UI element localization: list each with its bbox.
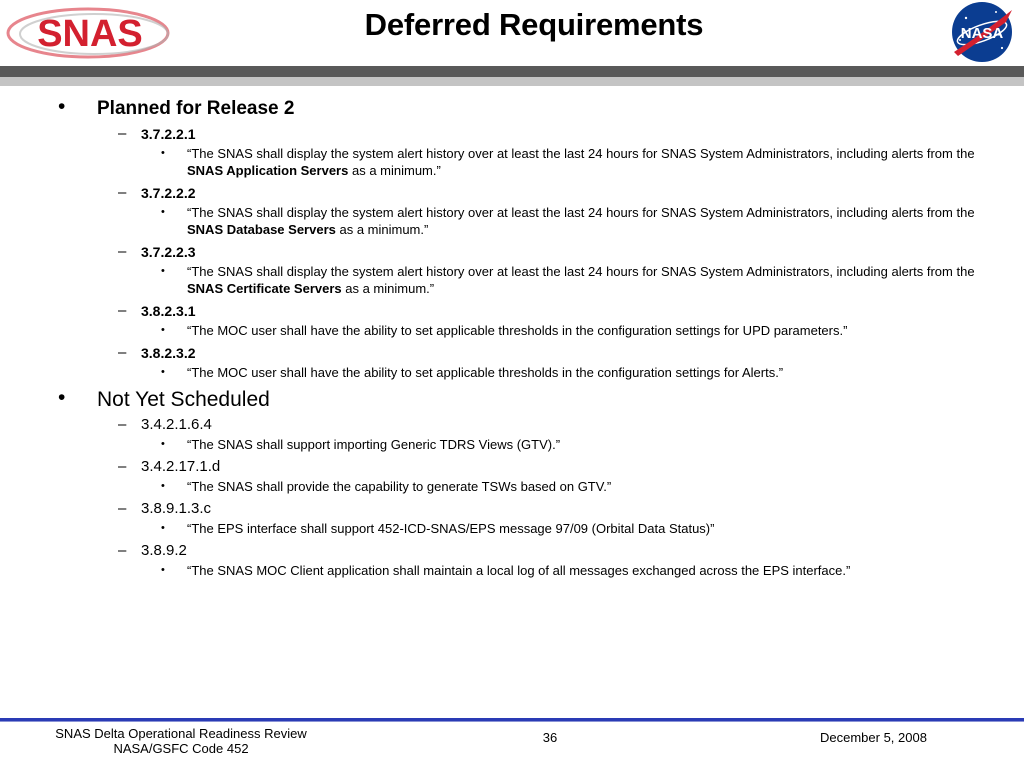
- requirement-id-row: [0, 456, 1024, 478]
- requirement-text: [187, 364, 997, 381]
- slide-content: [0, 93, 1024, 582]
- footer-date: December 5, 2008: [820, 730, 927, 745]
- requirement-id-row: [0, 241, 1024, 263]
- requirement-id: 3.8.9.1.3.c: [141, 500, 212, 517]
- requirement-text-part: as a minimum.”: [348, 163, 441, 178]
- bullet-glyph: •: [161, 564, 165, 576]
- bullet-glyph: •: [58, 95, 66, 118]
- bullet-glyph: •: [58, 386, 66, 409]
- requirement-text-emphasis: SNAS Application Servers: [187, 163, 349, 178]
- slide-header: [0, 0, 1024, 66]
- requirement-id-row: [0, 540, 1024, 562]
- requirement-text-part: “The SNAS MOC Client application shall maintain a local log of all messages exchanged across the EPS interface.”: [187, 563, 851, 578]
- requirement-text-part: “The EPS interface shall support 452-ICD-SNAS/EPS message 97/09 (Orbital Data Status)”: [187, 521, 715, 536]
- dash-glyph: –: [118, 344, 127, 361]
- header-band-light: [0, 77, 1024, 86]
- requirement-id-row: [0, 342, 1024, 364]
- page-number: 36: [542, 730, 558, 745]
- requirement-text: [187, 562, 997, 579]
- footer-org-code: NASA/GSFC Code 452: [113, 741, 249, 756]
- requirement-text: [187, 204, 997, 238]
- requirement-text-emphasis: SNAS Database Servers: [187, 222, 336, 237]
- footer-review-name: SNAS Delta Operational Readiness Review: [55, 726, 307, 741]
- requirement-id: 3.7.2.2.3: [141, 244, 196, 260]
- requirement-id-row: [0, 300, 1024, 322]
- requirement-id: 3.8.9.2: [141, 542, 187, 559]
- requirement-text-row: [0, 478, 1024, 498]
- dash-glyph: –: [118, 125, 127, 142]
- requirement-text: [187, 478, 997, 495]
- dash-glyph: –: [118, 302, 127, 319]
- nasa-logo-text: NASA: [960, 25, 1004, 42]
- requirement-text-part: “The MOC user shall have the ability to set applicable thresholds in the configuration settings for Alerts.”: [187, 365, 784, 380]
- bullet-glyph: •: [161, 522, 165, 534]
- header-band-dark: [0, 66, 1024, 77]
- requirement-text-part: “The SNAS shall display the system alert history over at least the last 24 hours for SNAS System Administrators, including alerts from the: [187, 146, 975, 161]
- requirement-id-row: [0, 123, 1024, 145]
- requirement-id: 3.7.2.2.2: [141, 185, 196, 201]
- requirement-text-part: as a minimum.”: [335, 222, 429, 237]
- requirement-text-row: [0, 562, 1024, 582]
- requirement-id: 3.7.2.2.1: [141, 126, 196, 142]
- requirement-text-part: as a minimum.”: [341, 281, 435, 296]
- requirement-id-row: [0, 182, 1024, 204]
- requirement-text-emphasis: SNAS Certificate Servers: [187, 281, 342, 296]
- requirement-text-row: [0, 204, 1024, 241]
- bullet-glyph: •: [161, 366, 165, 378]
- bullet-glyph: •: [161, 324, 165, 336]
- dash-glyph: –: [118, 184, 127, 201]
- requirement-text: [187, 263, 997, 297]
- requirement-text-part: “The SNAS shall support importing Generic TDRS Views (GTV).”: [187, 437, 561, 452]
- page-title: Deferred Requirements: [364, 7, 704, 42]
- dash-glyph: –: [118, 458, 127, 475]
- requirement-id: 3.4.2.17.1.d: [141, 458, 221, 475]
- snas-logo-text: SNAS: [37, 13, 143, 55]
- section-heading-row: [0, 386, 1024, 414]
- requirement-id-row: [0, 414, 1024, 436]
- requirement-text-part: “The SNAS shall provide the capability to generate TSWs based on GTV.”: [187, 479, 612, 494]
- footer-left: [36, 726, 326, 756]
- requirement-text: [187, 145, 997, 179]
- bullet-glyph: •: [161, 147, 165, 159]
- requirement-text-part: “The SNAS shall display the system alert history over at least the last 24 hours for SNAS System Administrators, including alerts from the: [187, 264, 975, 279]
- requirement-text-row: [0, 145, 1024, 182]
- requirement-text-row: [0, 520, 1024, 540]
- dash-glyph: –: [118, 542, 127, 559]
- requirement-text: [187, 436, 997, 453]
- requirement-text-row: [0, 322, 1024, 342]
- bullet-glyph: •: [161, 438, 165, 450]
- dash-glyph: –: [118, 243, 127, 260]
- bullet-glyph: •: [161, 265, 165, 277]
- requirement-text: [187, 520, 997, 537]
- requirement-id: 3.4.2.1.6.4: [141, 416, 212, 433]
- dash-glyph: –: [118, 500, 127, 517]
- nasa-logo: [946, 0, 1018, 64]
- requirement-text: [187, 322, 997, 339]
- dash-glyph: –: [118, 416, 127, 433]
- requirement-id: 3.8.2.3.2: [141, 345, 196, 361]
- requirement-text-part: “The SNAS shall display the system alert history over at least the last 24 hours for SNAS System Administrators, including alerts from the: [187, 205, 975, 220]
- footer-divider-shadow: [0, 721, 1024, 722]
- requirement-text-row: [0, 436, 1024, 456]
- requirement-id-row: [0, 498, 1024, 520]
- bullet-glyph: •: [161, 206, 165, 218]
- requirement-text-part: “The MOC user shall have the ability to set applicable thresholds in the configuration settings for UPD parameters.”: [187, 323, 848, 338]
- section-heading: Planned for Release 2: [97, 98, 295, 119]
- section-heading: Not Yet Scheduled: [97, 388, 270, 411]
- bullet-glyph: •: [161, 480, 165, 492]
- requirement-text-row: [0, 263, 1024, 300]
- section-heading-row: [0, 95, 1024, 123]
- requirement-id: 3.8.2.3.1: [141, 303, 196, 319]
- requirement-text-row: [0, 364, 1024, 384]
